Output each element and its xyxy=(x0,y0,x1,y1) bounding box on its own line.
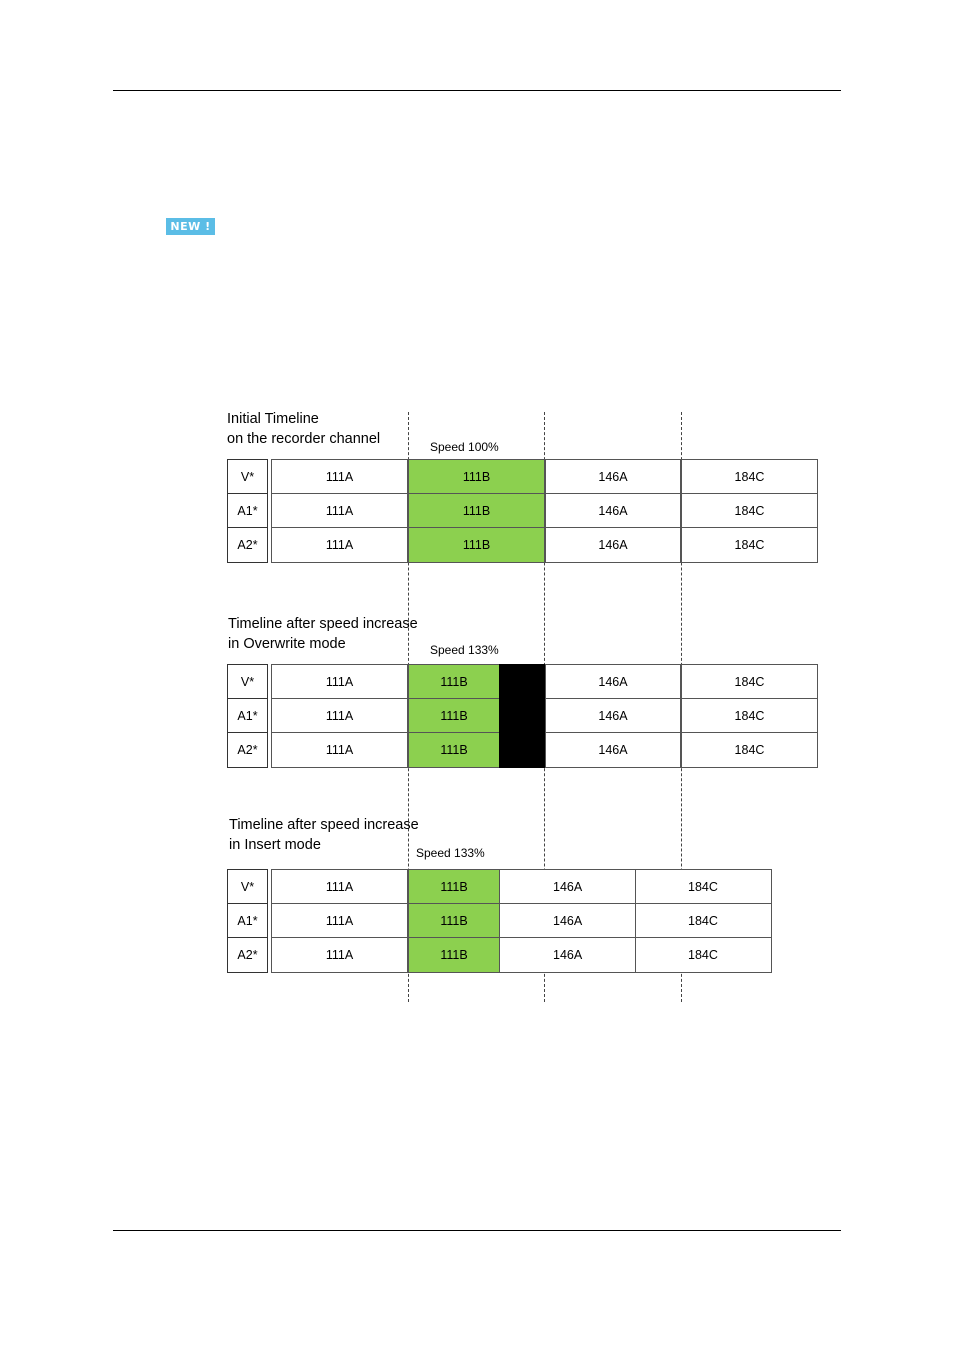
initial-caption xyxy=(227,410,380,449)
clip-184c: 184C xyxy=(681,698,818,733)
clip-111a: 111A xyxy=(271,459,408,494)
clip-146a: 146A xyxy=(499,903,636,938)
clip-111a: 111A xyxy=(271,664,408,699)
caption-line: in Overwrite mode xyxy=(228,635,346,652)
clip-111a: 111A xyxy=(271,937,408,973)
clip-111a: 111A xyxy=(271,698,408,733)
track-label: A1* xyxy=(227,903,268,938)
clip-111a: 111A xyxy=(271,869,408,904)
clip-111b: 111B xyxy=(408,903,500,938)
clip-184c: 184C xyxy=(681,664,818,699)
track-label: A1* xyxy=(227,493,268,528)
clip-111b: 111B xyxy=(408,493,545,528)
clip-111a: 111A xyxy=(271,903,408,938)
track-label: A2* xyxy=(227,937,268,973)
clip-111a: 111A xyxy=(271,527,408,563)
header-rule xyxy=(113,90,841,91)
caption-line: Timeline after speed increase xyxy=(229,817,419,833)
clip-146a: 146A xyxy=(545,527,681,563)
clip-111b: 111B xyxy=(408,527,545,563)
clip-111b: 111B xyxy=(408,664,500,699)
clip-111a: 111A xyxy=(271,493,408,528)
insert-caption xyxy=(229,816,419,855)
initial-speed-label: Speed 100% xyxy=(430,440,499,454)
clip-184c: 184C xyxy=(635,903,772,938)
track-label: A2* xyxy=(227,527,268,563)
track-label: V* xyxy=(227,664,268,699)
clip-111b: 111B xyxy=(408,459,545,494)
track-label: V* xyxy=(227,869,268,904)
track-label: A1* xyxy=(227,698,268,733)
caption-line: in Insert mode xyxy=(229,836,321,853)
caption-line: Initial Timeline xyxy=(227,411,319,427)
clip-146a: 146A xyxy=(545,664,681,699)
clip-111b: 111B xyxy=(408,869,500,904)
clip-111b: 111B xyxy=(408,698,500,733)
caption-line: Timeline after speed increase xyxy=(228,616,418,632)
clip-111a: 111A xyxy=(271,732,408,768)
overwrite-gap xyxy=(499,664,545,699)
clip-146a: 146A xyxy=(545,732,681,768)
clip-184c: 184C xyxy=(635,937,772,973)
caption-line: on the recorder channel xyxy=(227,430,381,447)
clip-184c: 184C xyxy=(681,732,818,768)
overwrite-gap xyxy=(499,732,545,768)
overwrite-gap xyxy=(499,698,545,733)
clip-146a: 146A xyxy=(545,698,681,733)
clip-184c: 184C xyxy=(681,493,818,528)
clip-184c: 184C xyxy=(681,527,818,563)
clip-146a: 146A xyxy=(545,493,681,528)
insert-speed-label: Speed 133% xyxy=(416,846,485,860)
clip-111b: 111B xyxy=(408,937,500,973)
track-label: V* xyxy=(227,459,268,494)
clip-146a: 146A xyxy=(499,937,636,973)
clip-111b: 111B xyxy=(408,732,500,768)
overwrite-caption xyxy=(228,615,418,654)
new-badge: NEW ! xyxy=(166,218,215,235)
clip-146a: 146A xyxy=(499,869,636,904)
track-label: A2* xyxy=(227,732,268,768)
clip-184c: 184C xyxy=(635,869,772,904)
footer-rule xyxy=(113,1230,841,1231)
overwrite-speed-label: Speed 133% xyxy=(430,643,499,657)
clip-146a: 146A xyxy=(545,459,681,494)
clip-184c: 184C xyxy=(681,459,818,494)
